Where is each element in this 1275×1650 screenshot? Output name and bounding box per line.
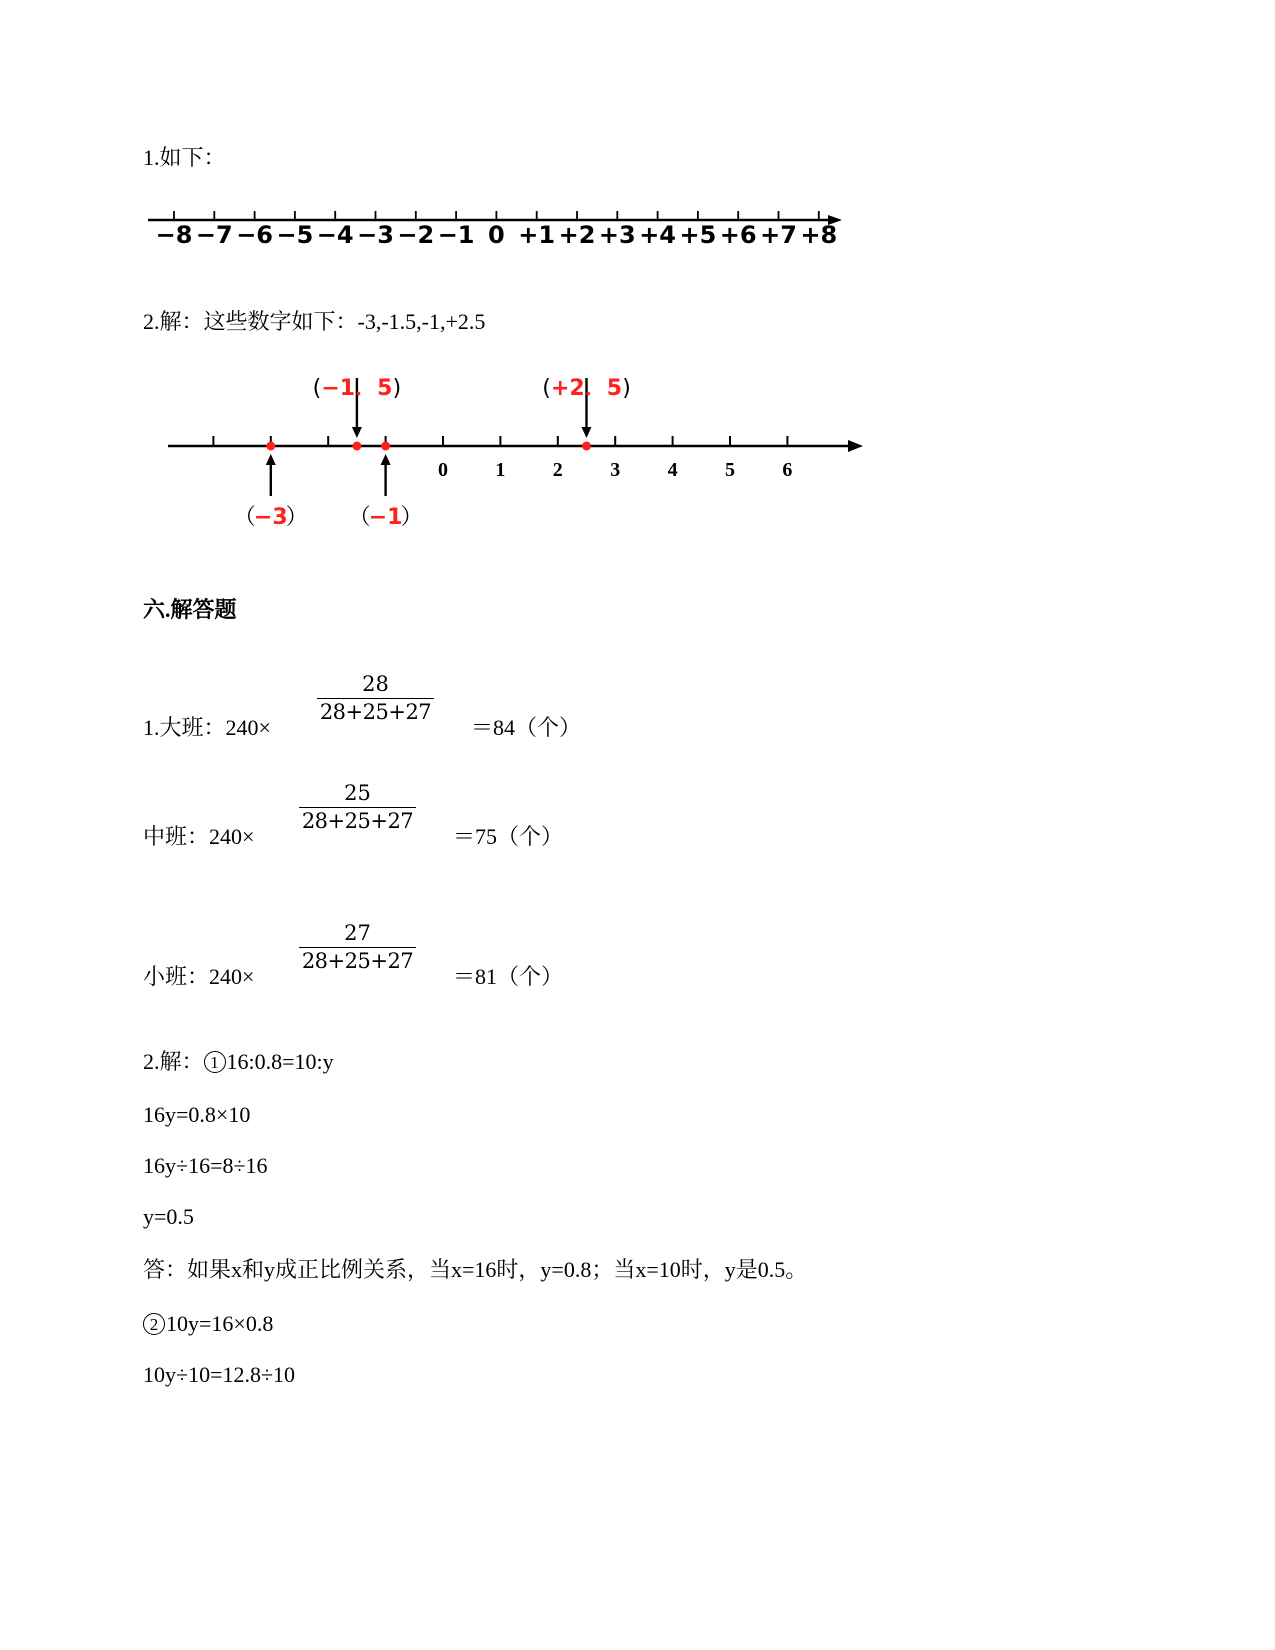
circled-number-2: 2: [143, 1313, 165, 1335]
section-heading: 六.解答题: [143, 597, 237, 622]
nl1-tick-label: 0: [488, 221, 505, 249]
q2-part2: [143, 1311, 273, 1337]
fraction-1-denominator: 28+25+27: [319, 700, 432, 724]
nl2-arrowhead: [848, 440, 863, 452]
q2-part1-equation: 16:0.8=10:y: [226, 1049, 334, 1074]
nl1-tick-label: −7: [195, 221, 233, 249]
label-right-paren: ）: [285, 505, 308, 530]
label-right-paren: ): [622, 376, 631, 401]
nl1-tick-label: +7: [760, 221, 797, 249]
label-left-paren: （: [348, 505, 371, 530]
circled-number-1: 1: [204, 1051, 226, 1073]
nl2-tick-label: 4: [667, 459, 678, 481]
calc-row-3-result: ＝81（个）: [453, 964, 564, 989]
down-arrow-head: [352, 427, 362, 438]
nl1-tick-label: +6: [719, 221, 757, 249]
nl1-tick-label: −6: [236, 221, 274, 249]
down-arrow-head: [582, 427, 592, 438]
nl1-tick-label: +3: [598, 221, 636, 249]
up-arrow-head: [266, 454, 276, 465]
nl1-tick-label: −4: [316, 221, 354, 249]
number-line-1: [140, 203, 860, 253]
fraction-3: [299, 921, 416, 973]
label-right-paren: ）: [400, 505, 423, 530]
fraction-1: [317, 672, 434, 724]
label-left-paren: (: [542, 376, 551, 401]
nl2-tick-label: 6: [782, 459, 793, 481]
nl2-point: [266, 442, 275, 451]
nl1-tick-label: −8: [155, 221, 193, 249]
calc-row-3-prefix: 小班：240×: [143, 964, 255, 989]
q2-part2-step-1: 10y÷10=12.8÷10: [143, 1362, 296, 1387]
calc-row-1-result: ＝84（个）: [471, 715, 582, 740]
q2-step-3: y=0.5: [143, 1204, 194, 1229]
nl1-tick-label: −2: [397, 221, 435, 249]
nl2-tick-label: 0: [438, 459, 448, 481]
nl2-tick-label: 1: [495, 459, 506, 481]
nl1-tick-label: +8: [800, 221, 838, 249]
label-left-paren: (: [312, 376, 322, 401]
fraction-1-numerator: 28: [362, 672, 389, 696]
label-right-paren: ): [392, 376, 402, 401]
nl1-tick-label: −3: [357, 221, 394, 249]
point-label: +2．5: [550, 376, 623, 401]
q2-step-2: 16y÷16=8÷16: [143, 1153, 268, 1178]
up-arrow-head: [381, 454, 391, 465]
q1-label: 1.如下：: [143, 145, 226, 170]
label-left-paren: （: [233, 505, 256, 530]
nl1-tick-label: −1: [437, 221, 475, 249]
q2-part2-equation: 10y=16×0.8: [166, 1311, 274, 1336]
fraction-2-denominator: 28+25+27: [301, 809, 414, 833]
fraction-3-numerator: 27: [344, 921, 371, 945]
nl1-tick-label: +1: [518, 221, 556, 249]
fraction-2-numerator: 25: [344, 781, 371, 805]
nl1-tick-label: +4: [639, 221, 677, 249]
fraction-2: [299, 781, 416, 833]
nl2-point: [352, 442, 361, 451]
calc-row-1-prefix: 1.大班：240×: [143, 715, 271, 740]
nl1-tick-label: +2: [558, 221, 596, 249]
nl1-tick-label: +5: [679, 221, 717, 249]
q2-intro: 2.解：: [143, 1049, 204, 1074]
q2-label: 2.解：这些数字如下：-3,-1.5,-1,+2.5: [143, 309, 486, 334]
point-label: −3: [253, 505, 288, 530]
number-line-2: [160, 370, 880, 540]
q2-answer: 答：如果x和y成正比例关系，当x=16时，y=0.8；当x=10时，y是0.5。: [143, 1257, 808, 1282]
calc-row-2-prefix: 中班：240×: [143, 824, 255, 849]
nl1-tick-label: −5: [276, 221, 314, 249]
fraction-3-denominator: 28+25+27: [301, 949, 414, 973]
q2-step-1: 16y=0.8×10: [143, 1102, 251, 1127]
point-label: −1: [368, 505, 403, 530]
q2-part1: [143, 1049, 334, 1075]
nl2-point: [582, 442, 591, 451]
nl2-tick-label: 2: [552, 459, 563, 481]
calc-row-2-result: ＝75（个）: [453, 824, 564, 849]
nl2-tick-label: 3: [610, 459, 621, 481]
point-label: −1．5: [321, 376, 393, 401]
nl2-tick-label: 5: [725, 459, 735, 481]
nl2-point: [381, 442, 390, 451]
